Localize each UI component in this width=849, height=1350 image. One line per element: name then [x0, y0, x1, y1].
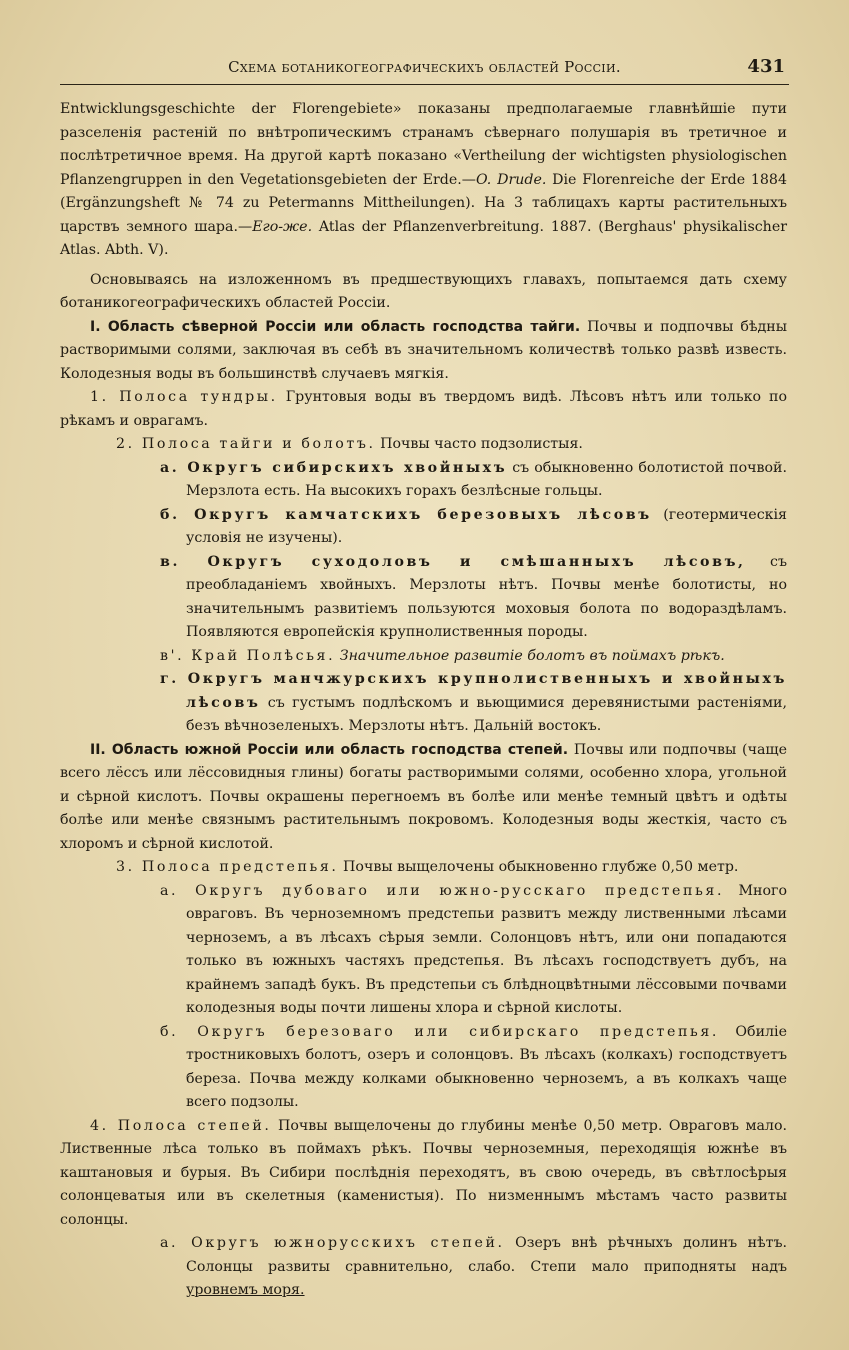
belt-1-text: Грунтовыя воды въ твердомъ видѣ. Лѣсовъ нѣтъ или только по рѣкамъ и оврагамъ. [60, 389, 787, 429]
district-3b [160, 1021, 787, 1115]
district-2v [160, 551, 788, 645]
belt-2-paragraph [86, 433, 787, 457]
district-4a-end: уровнемъ моря. [186, 1282, 305, 1298]
district-3a-text: Много овраговъ. Въ черноземномъ предстепьи развитъ между лиственными лѣсами черноземъ, а въ лѣсахъ сѣрыя земли. Солонцовъ нѣтъ, или они попадаются только въ южныхъ частяхъ предстепья. Въ лѣсахъ господствуетъ дубъ, на крайнемъ западѣ букъ. Въ предстепьи съ блѣдноцвѣтными лёссовыми почвами колодезныя воды почти лишены хлора и сѣрной кислоты. [186, 882, 787, 1016]
intro-text-end: Atlas der Pflanzenverbreitung. 1887. (Berghaus' physikalischer Atlas. Abth. V). [60, 218, 787, 258]
belt-1-title: 1. Полоса тундры. [90, 389, 278, 405]
district-2a [160, 457, 787, 504]
belt-2-text: Почвы часто подзолистыя. [375, 436, 583, 452]
page-header [60, 58, 789, 85]
belt-3-text: Почвы выщелочены обыкновенно глубже 0,50 метр. [338, 859, 739, 875]
intro-text-cont: Die Florenreiche der Erde 1884 (Ergänzungsheft № 74 zu Petermanns Mittheilungen). На 3 таблицахъ карты растительныхъ царствъ земного шара.— [60, 171, 787, 235]
region-2-text: Почвы или подпочвы (чаще всего лёссъ или лёссовидныя глины) богаты растворимыми солями, особенно хлора, угольной и сѣрной кислотъ. Почвы окрашены перегноемъ въ болѣе или менѣе темный цвѣтъ и одѣты болѣе или менѣе связнымъ растительнымъ покровомъ. Колодезныя воды жесткія, часто съ хлоромъ и сѣрной кислотой. [60, 741, 787, 852]
intro-paragraph [60, 98, 787, 263]
district-3a [160, 880, 787, 1021]
region-1-paragraph [60, 316, 787, 387]
page-number: 431 [747, 56, 785, 77]
basis-paragraph: Основываясь на изложенномъ въ предшествующихъ главахъ, попытаемся дать схему ботаникогеографическихъ областей Россіи. [60, 271, 787, 311]
district-3b-title: б. Округъ березоваго или сибирскаго предстепья. [160, 1023, 719, 1040]
district-2b-text: (геотермическія условія не изучены). [186, 506, 788, 546]
region-1-text: Почвы и подпочвы бѣдны растворимыми солями, заключая въ себѣ въ значительномъ количествѣ только развѣ известь. Колодезныя воды въ большинствѣ случаевъ мягкія. [60, 318, 787, 382]
district-2b [160, 504, 788, 551]
region-2-title: II. Область южной Россіи или область господства степей. [90, 741, 569, 758]
district-4a [160, 1232, 788, 1303]
region-2-paragraph [60, 739, 787, 857]
page-body [60, 98, 787, 1303]
intro-text: Entwicklungsgeschichte der Florengebiete» показаны предполагаемые главнѣйшіе пути разселенія растеній по внѣтропическимъ странамъ сѣвернаго полушарія въ третичное и послѣтретичное время. На другой картѣ показано «Vertheilung der wichtigsten physiologischen Pflanzengruppen in den Vegetationsgebieten der Erde.— [60, 101, 787, 188]
district-3b-text: Обиліе тростниковыхъ болотъ, озеръ и солонцовъ. Въ лѣсахъ (колкахъ) господствуетъ береза. Почва между колками обыкновенно черноземъ, а въ колкахъ чаще всего подзолы. [186, 1023, 787, 1110]
district-2g [160, 668, 787, 739]
belt-3-paragraph [86, 856, 787, 880]
belt-4-title: 4. Полоса степей. [90, 1117, 272, 1134]
district-2b-title: б. Округъ камчатскихъ березовыхъ лѣсовъ [160, 506, 652, 523]
district-2v-text: съ преобладаніемъ хвойныхъ. Мерзлоты нѣтъ. Почвы менѣе болотисты, но значительнымъ развитіемъ пользуются моховыя болота по водораздѣламъ. Появляются европейскія крупнолиственныя породы. [186, 553, 788, 640]
district-2g-text: съ густымъ подлѣскомъ и вьющимися деревянистыми растеніями, безъ вѣчнозеленыхъ. Мерзлоты нѣтъ. Дальній востокъ. [186, 694, 787, 734]
belt-4-paragraph [60, 1115, 787, 1233]
district-4a-text: Озеръ внѣ рѣчныхъ долинъ нѣтъ. Солонцы развиты сравнительно, слабо. Степи мало приподняты надъ [186, 1235, 788, 1275]
belt-1-paragraph [60, 386, 787, 433]
district-2v1-title: в'. Край Полѣсья. [160, 647, 336, 664]
region-1-title: I. Область сѣверной Россіи или область господства тайги. [90, 318, 581, 335]
district-2a-title: а. Округъ сибирскихъ хвойныхъ [160, 459, 508, 476]
belt-2-title: 2. Полоса тайги и болотъ. [116, 436, 376, 452]
running-title: Схема ботаникогеографическихъ областей Россіи. [228, 58, 621, 76]
district-3a-title: а. Округъ дубоваго или южно-русскаго предстепья. [160, 882, 725, 899]
district-2v1-text: Значительное развитіе болотъ въ поймахъ рѣкъ. [335, 647, 725, 664]
district-2a-text: съ обыкновенно болотистой почвой. Мерзлота есть. На высокихъ горахъ безлѣсные гольцы. [186, 459, 787, 499]
district-2g-title: г. Округъ манчжурскихъ крупнолиственныхъ и хвойныхъ лѣсовъ [160, 671, 787, 711]
district-2v-title: в. Округъ суходоловъ и смѣшанныхъ лѣсовъ, [160, 553, 746, 570]
intro-author-2: Его-же. [252, 218, 313, 235]
district-2v1 [160, 645, 787, 669]
belt-3-title: 3. Полоса предстепья. [116, 859, 339, 875]
district-4a-title: а. Округъ южнорусскихъ степей. [160, 1235, 505, 1251]
belt-4-text: Почвы выщелочены до глубины менѣе 0,50 метр. Овраговъ мало. Лиственные лѣса только въ поймахъ рѣкъ. Почвы черноземныя, переходящія южнѣе въ каштановыя и бурыя. Въ Сибири послѣднія переходятъ, въ свою очередь, въ свѣтлосѣрыя солонцеватыя или въ скелетныя (каменистыя). По низменнымъ мѣстамъ часто развиты солонцы. [60, 1117, 788, 1228]
intro-author: O. Drude. [475, 171, 547, 188]
